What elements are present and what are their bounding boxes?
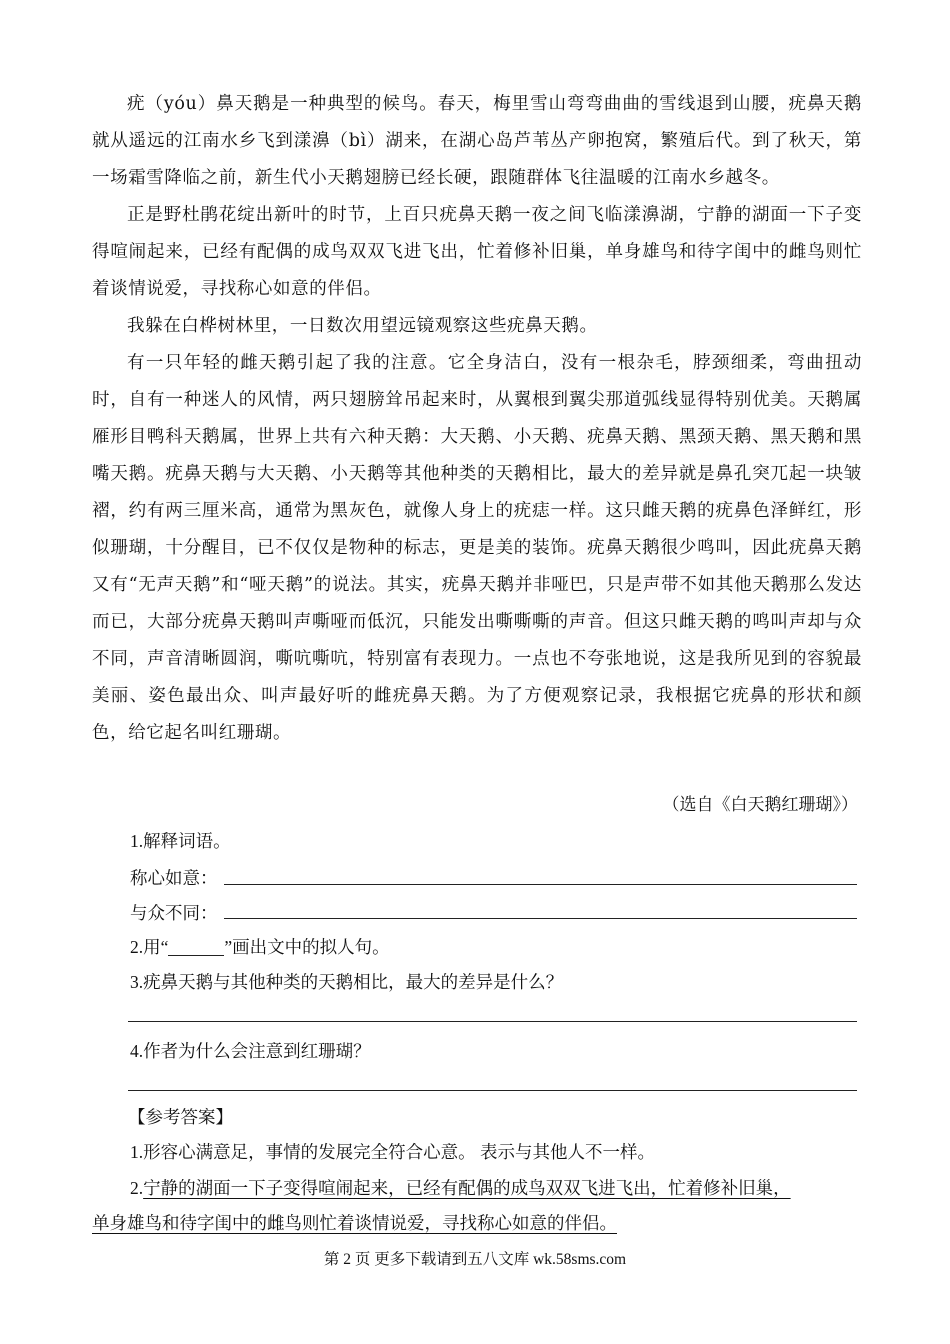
underline-sample xyxy=(168,937,224,956)
question-1-term-1: 称心如意： xyxy=(130,868,218,888)
answer-heading: 【参考答案】 xyxy=(128,1107,233,1127)
answer-line-q3[interactable] xyxy=(128,1021,857,1022)
answer-1: 1.形容心满意足，事情的发展完全符合心意。 表示与其他人不一样。 xyxy=(130,1142,655,1162)
question-1-title: 1.解释词语。 xyxy=(130,831,231,851)
page-footer: 第 2 页 更多下载请到五八文库 wk.58sms.com xyxy=(323,1251,627,1268)
passage-paragraph-2: 正是野杜鹃花绽出新叶的时节，上百只疣鼻天鹅一夜之间飞临漾濞湖，宁静的湖面一下子变得喧闹起来，已经有配偶的成鸟双双飞进飞出，忙着修补旧巢，单身雄鸟和待字闺中的雌鸟则忙着谈情说爱，寻找称心如意的伴侣。 xyxy=(92,205,862,299)
question-1-term-2: 与众不同： xyxy=(130,903,218,923)
answer-2-number: 2. xyxy=(130,1178,144,1198)
answer-2-text-part-1: 宁静的湖面一下子变得喧闹起来，已经有配偶的成鸟双双飞进飞出，忙着修补旧巢， xyxy=(143,1178,791,1198)
answer-line-term-2[interactable] xyxy=(224,918,857,919)
answer-2-line-2 xyxy=(92,1210,617,1235)
question-2 xyxy=(130,934,390,959)
passage-paragraph-4: 有一只年轻的雌天鹅引起了我的注意。它全身洁白，没有一根杂毛，脖颈细柔，弯曲扭动时，自有一种迷人的风情，两只翅膀耸吊起来时，从翼根到翼尖那道弧线显得特别优美。天鹅属雁形目鸭科天鹅属，世界上共有六种天鹅：大天鹅、小天鹅、疣鼻天鹅、黑颈天鹅、黑天鹅和黑嘴天鹅。疣鼻天鹅与大天鹅、小天鹅等其他种类的天鹅相比，最大的差异就是鼻孔突兀起一块皱褶，约有两三厘米高，通常为黑灰色，就像人身上的疣痣一样。这只雌天鹅的疣鼻色泽鲜红，形似珊瑚，十分醒目，已不仅仅是物种的标志，更是美的装饰。疣鼻天鹅很少鸣叫，因此疣鼻天鹅又有“无声天鹅”和“哑天鹅”的说法。其实，疣鼻天鹅并非哑巴，只是声带不如其他天鹅那么发达而已，大部分疣鼻天鹅叫声嘶哑而低沉，只能发出嘶嘶嘶的声音。但这只雌天鹅的鸣叫声却与众不同，声音清晰圆润，嘶吭嘶吭，特别富有表现力。一点也不夸张地说，这是我所见到的容貌最美丽、姿色最出众、叫声最好听的雌疣鼻天鹅。为了方便观察记录，我根据它疣鼻的形状和颜色，给它起名叫红珊瑚。 xyxy=(92,353,862,743)
reading-passage xyxy=(92,86,862,752)
question-4: 4.作者为什么会注意到红珊瑚？ xyxy=(130,1041,371,1061)
passage-source: （选自《白天鹅红珊瑚》） xyxy=(662,795,858,815)
answer-line-term-1[interactable] xyxy=(224,884,857,885)
answer-2-text-part-2: 单身雄鸟和待字闺中的雌鸟则忙着谈情说爱，寻找称心如意的伴侣。 xyxy=(92,1213,617,1233)
passage-paragraph-1: 疣（yóu）鼻天鹅是一种典型的候鸟。春天，梅里雪山弯弯曲曲的雪线退到山腰，疣鼻天鹅就从遥远的江南水乡飞到漾濞（bì）湖来，在湖心岛芦苇丛产卵抱窝，繁殖后代。到了秋天，第一场霜雪降临之前，新生代小天鹅翅膀已经长硬，跟随群体飞往温暖的江南水乡越冬。 xyxy=(92,94,862,188)
answer-2-line-1 xyxy=(130,1175,791,1200)
question-2-prefix: 2.用“ xyxy=(130,937,169,957)
answer-line-q4[interactable] xyxy=(128,1090,857,1091)
passage-paragraph-3: 我躲在白桦树林里，一日数次用望远镜观察这些疣鼻天鹅。 xyxy=(127,316,598,336)
question-2-suffix: ”画出文中的拟人句。 xyxy=(224,937,390,957)
question-3: 3.疣鼻天鹅与其他种类的天鹅相比，最大的差异是什么？ xyxy=(130,972,564,992)
